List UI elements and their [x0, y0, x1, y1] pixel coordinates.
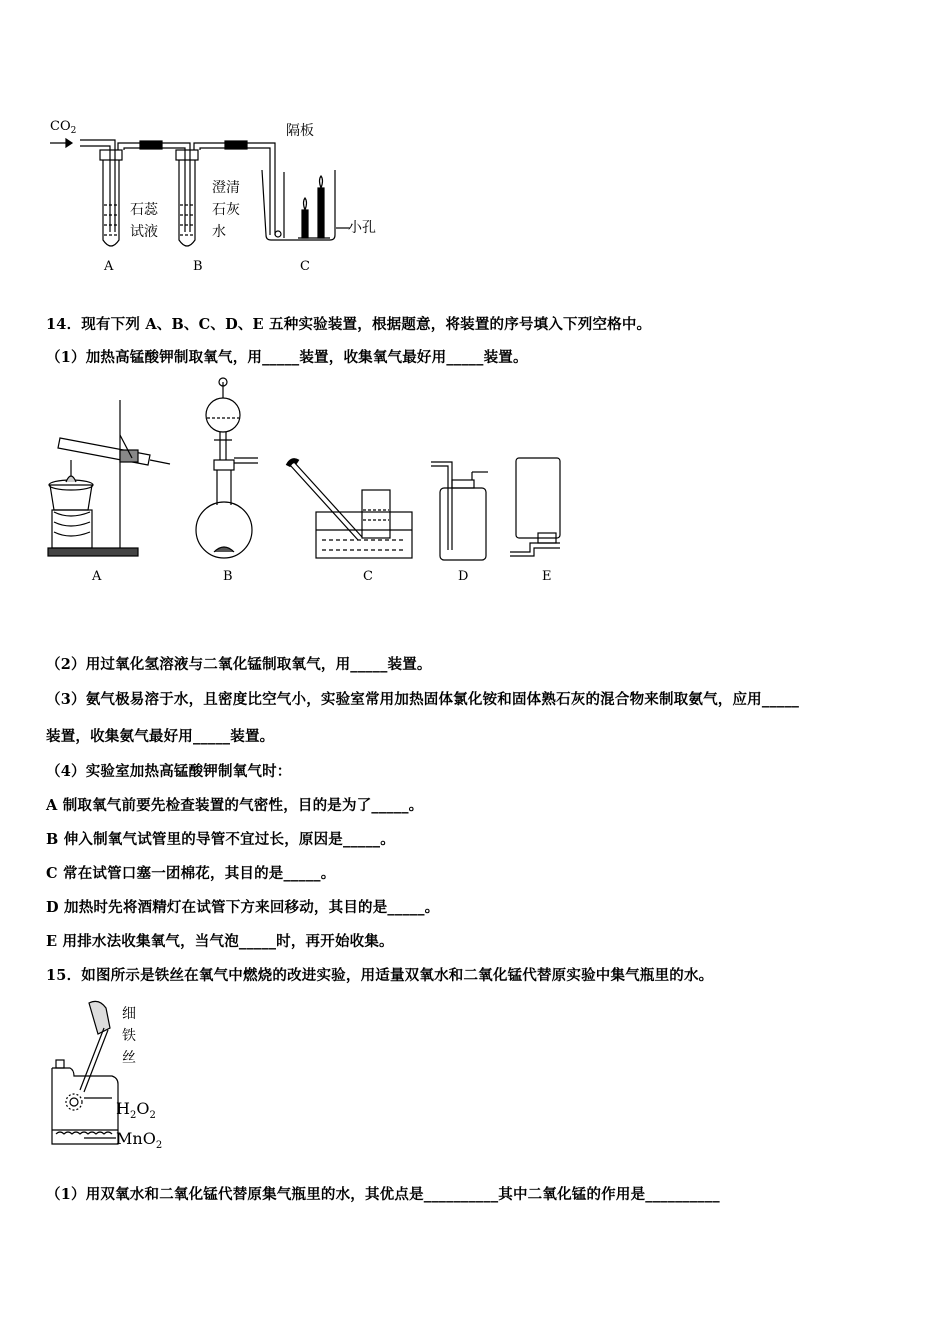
q14-item-d: D 加热时先将酒精灯在试管下方来回移动，其目的是_____。: [46, 899, 440, 916]
apparatus-label-b: B: [193, 259, 203, 274]
q14-item-a: A 制取氧气前要先检查装置的气密性，目的是为了_____。: [46, 797, 424, 814]
iron-wire-figure: [44, 998, 184, 1156]
apparatus-label-a: A: [104, 259, 114, 274]
q14-item-b: B 伸入制氧气试管里的导管不宜过长，原因是_____。: [46, 831, 395, 848]
apparatus-label-e: E: [542, 569, 552, 584]
limewater-label-1: 澄清: [212, 180, 240, 196]
partition-label: 隔板: [286, 123, 314, 139]
limewater-label-2: 石灰: [212, 202, 240, 218]
litmus-label-2: 试液: [130, 224, 158, 240]
co2-apparatus-figure: [40, 110, 400, 280]
wire-label-2: 铁: [122, 1028, 136, 1044]
five-apparatus-figure: [40, 370, 580, 590]
co2-label: $CO_2$: [50, 119, 77, 136]
q14-part1: （1）加热高锰酸钾制取氧气，用_____装置，收集氧气最好用_____装置。: [46, 349, 528, 366]
q14-part2: （2）用过氧化氢溶液与二氧化锰制取氧气，用_____装置。: [46, 656, 432, 673]
apparatus-label-d: D: [458, 569, 469, 584]
q14-part3a: （3）氨气极易溶于水，且密度比空气小，实验室常用加热固体氯化铵和固体熟石灰的混合物来制取氨气，应用_____: [46, 691, 800, 708]
q14-stem: 14．现有下列 A、B、C、D、E 五种实验装置，根据题意，将装置的序号填入下列空格中。: [46, 316, 652, 333]
q14-part3b: 装置，收集氨气最好用_____装置。: [46, 728, 275, 745]
q14-item-e: E 用排水法收集氧气，当气泡_____时，再开始收集。: [46, 933, 394, 950]
apparatus-label-c: C: [363, 569, 373, 584]
mno2-label: MnO$_2$: [116, 1129, 163, 1151]
q14-item-c: C 常在试管口塞一团棉花，其目的是_____。: [46, 865, 336, 882]
apparatus-label-b: B: [223, 569, 233, 584]
litmus-label-1: 石蕊: [130, 202, 158, 218]
q14-part4: （4）实验室加热高锰酸钾制氧气时：: [46, 763, 292, 780]
q15-stem: 15．如图所示是铁丝在氧气中燃烧的改进实验，用适量双氧水和二氧化锰代替原实验中集气瓶里的水。: [46, 967, 714, 984]
q15-part1: （1）用双氧水和二氧化锰代替原集气瓶里的水，其优点是__________其中二氧化锰的作用是__________: [46, 1186, 720, 1203]
apparatus-label-a: A: [92, 569, 102, 584]
limewater-label-3: 水: [212, 224, 226, 240]
hole-label: 小孔: [348, 220, 376, 236]
apparatus-label-c: C: [300, 259, 310, 274]
wire-label-1: 细: [122, 1006, 136, 1022]
h2o2-label: $H_2O_2$: [116, 1099, 156, 1121]
wire-label-3: 丝: [122, 1050, 136, 1066]
